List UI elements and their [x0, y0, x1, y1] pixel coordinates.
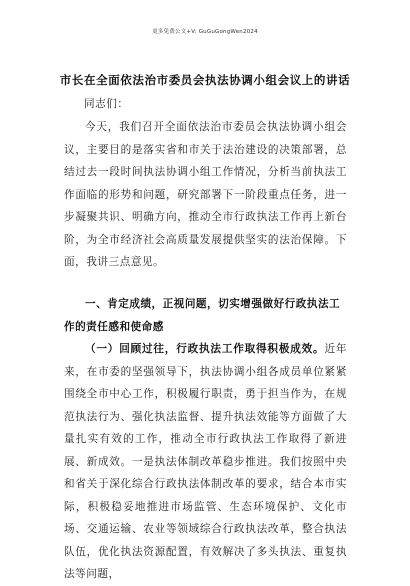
section-heading-1: 一、肯定成绩，正视问题，切实增强做好行政执法工作的责任感和使命感: [64, 298, 341, 333]
subsection-heading-1: （一）回顾过往，行政执法工作取得积极成效。: [85, 343, 325, 355]
header-note: 更多免费公文+V: GuGuGongWen2024: [152, 29, 258, 35]
paragraph-review: [64, 338, 347, 586]
salutation: 同志们：: [84, 98, 129, 110]
paragraph-review-text: 近年来，在市委的坚强领导下，执法协调小组各成员单位紧紧围绕全市中心工作，积极履行职责，勇于担当作为，在规范执法行为、强化执法监督、提升执法效能等方面做了大量扎实有效的工作，推动全市行政执法工作取得了新进展、新成效。一是执法体制改革稳步推进。我们按照中央和省关于深化综合行政执法体制改革的要求，结合本市实际，积极稳妥地推进市场监管、生态环境保护、文化市场、交通运输、农业等领域综合行政执法改革，整合执法队伍，优化执法资源配置，有效解决了多头执法、重复执法等问题，: [64, 343, 347, 580]
document-title: 市长在全面依法治市委员会执法协调小组会议上的讲话: [59, 73, 351, 87]
paragraph-intro: 今天，我们召开全面依法治市委员会执法协调小组会议，主要目的是落实省和市关于法治建设的决策部署，总结过去一段时间执法协调小组工作情况，分析当前执法工作面临的形势和问题，研究部署下一阶段重点任务，进一步凝聚共识、明确方向，推动全市行政执法工作再上新台阶，为全市经济社会高质量发展提供坚实的法治保障。下面，我讲三点意见。: [64, 121, 347, 268]
